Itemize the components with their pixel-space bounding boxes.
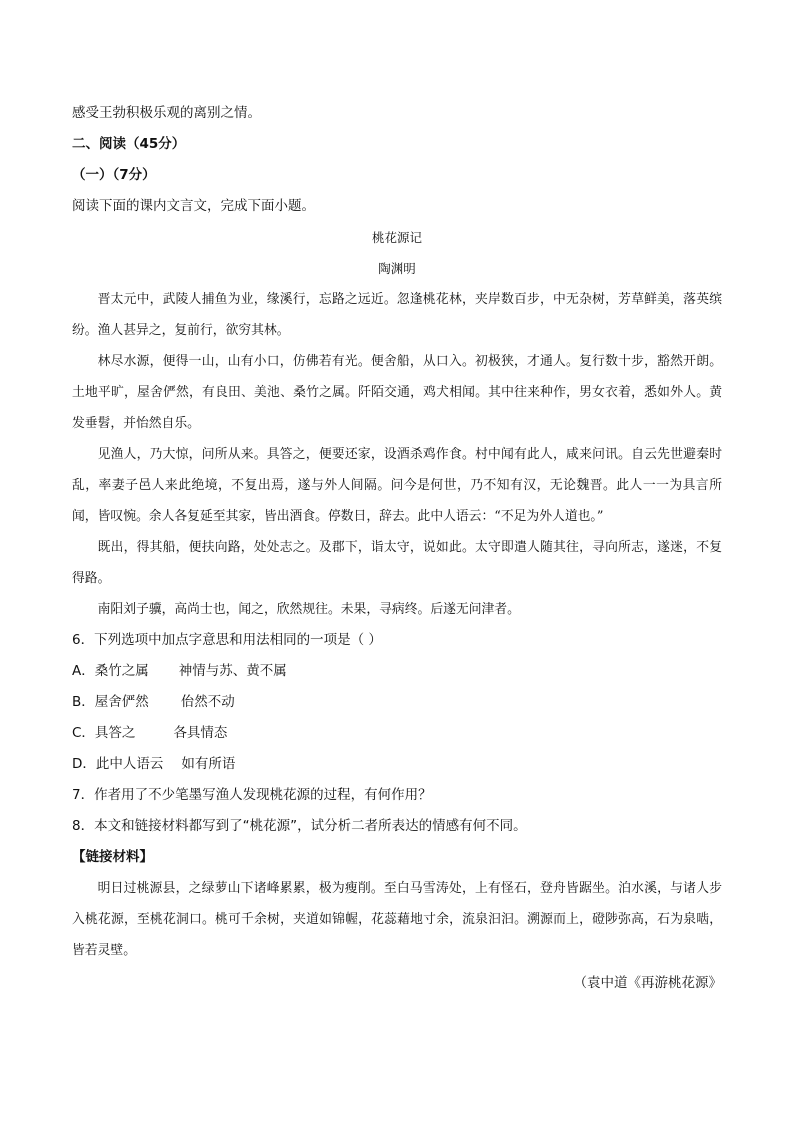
passage-paragraph: 见渔人，乃大惊，问所从来。具答之，便要还家，设酒杀鸡作食。村中闻有此人，咸来问讯。自云先世避秦时乱，率妻子邑人来此绝境，不复出焉，遂与外人间隔。问今是何世，乃不知有汉，无论魏晋。此人一一为具言所闻，皆叹惋。余人各复延至其家，皆出酒食。停数日，辞去。此中人语云：“不足为外人道也。” [72,447,722,524]
passage-paragraph: 晋太元中，武陵人捕鱼为业，缘溪行，忘路之远近。忽逢桃花林，夹岸数百步，中无杂树，芳草鲜美，落英缤纷。渔人甚异之，复前行，欲穷其林。 [72,292,722,338]
passage-author: 陶渊明 [378,261,416,276]
option-label: B．屋舍俨然 [72,694,149,710]
link-passage: 明日过桃源县，之绿萝山下诸峰累累，极为瘦削。至白马雪涛处，上有怪石，登舟皆踞坐。泊水溪，与诸人步入桃花源，至桃花洞口。桃可千余树，夹道如锦幄，花蕊藉地寸余，流泉汩汩。溯源而上，磴陟弥高，石为泉啮，皆若灵壁。 [72,881,722,958]
passage-title: 桃花源记 [371,230,422,245]
option-pair: 各具情态 [173,725,228,741]
option-pair: 如有所语 [181,756,236,772]
question-8: 8．本文和链接材料都写到了“桃花源”，试分析二者所表达的情感有何不同。 [72,818,527,834]
question-6-option-d [72,749,722,780]
instruction-text: 阅读下面的课内文言文，完成下面小题。 [72,198,315,214]
passage-paragraph: 林尽水源，便得一山，山有小口，仿佛若有光。便舍船，从口入。初极狭，才通人。复行数十步，豁然开朗。土地平旷，屋舍俨然，有良田、美池、桑竹之属。阡陌交通，鸡犬相闻。其中往来种作，男女衣着，悉如外人。黄发垂髫，并怡然自乐。 [72,354,722,431]
section-heading: 二、阅读（45分） [72,136,186,152]
option-pair: 佁然不动 [180,694,235,710]
option-label: D．此中人语云 [72,756,164,772]
link-material-heading: 【链接材料】 [72,849,153,865]
option-pair: 神情与苏、黄不属 [178,663,287,679]
question-6-stem: 6．下列选项中加点字意思和用法相同的一项是（ ） [72,632,382,648]
link-source: （袁中道《再游桃花源》 [573,975,722,991]
intro-line: 感受王勃积极乐观的离别之情。 [72,105,261,121]
question-6-option-b [72,687,722,718]
passage-paragraph: 南阳刘子骥，高尚士也，闻之，欣然规往。未果，寻病终。后遂无问津者。 [97,602,520,617]
option-label: C．具答之 [72,725,136,741]
question-6-option-a [72,656,722,687]
document-page [72,98,722,999]
question-6-option-c [72,718,722,749]
subsection-heading: （一）（7分） [72,167,156,183]
question-7: 7．作者用了不少笔墨写渔人发现桃花源的过程，有何作用？ [72,787,432,803]
option-label: A．桑竹之属 [72,663,149,679]
passage-paragraph: 既出，得其船，便扶向路，处处志之。及郡下，诣太守，说如此。太守即遣人随其往，寻向所志，遂迷，不复得路。 [72,540,722,586]
